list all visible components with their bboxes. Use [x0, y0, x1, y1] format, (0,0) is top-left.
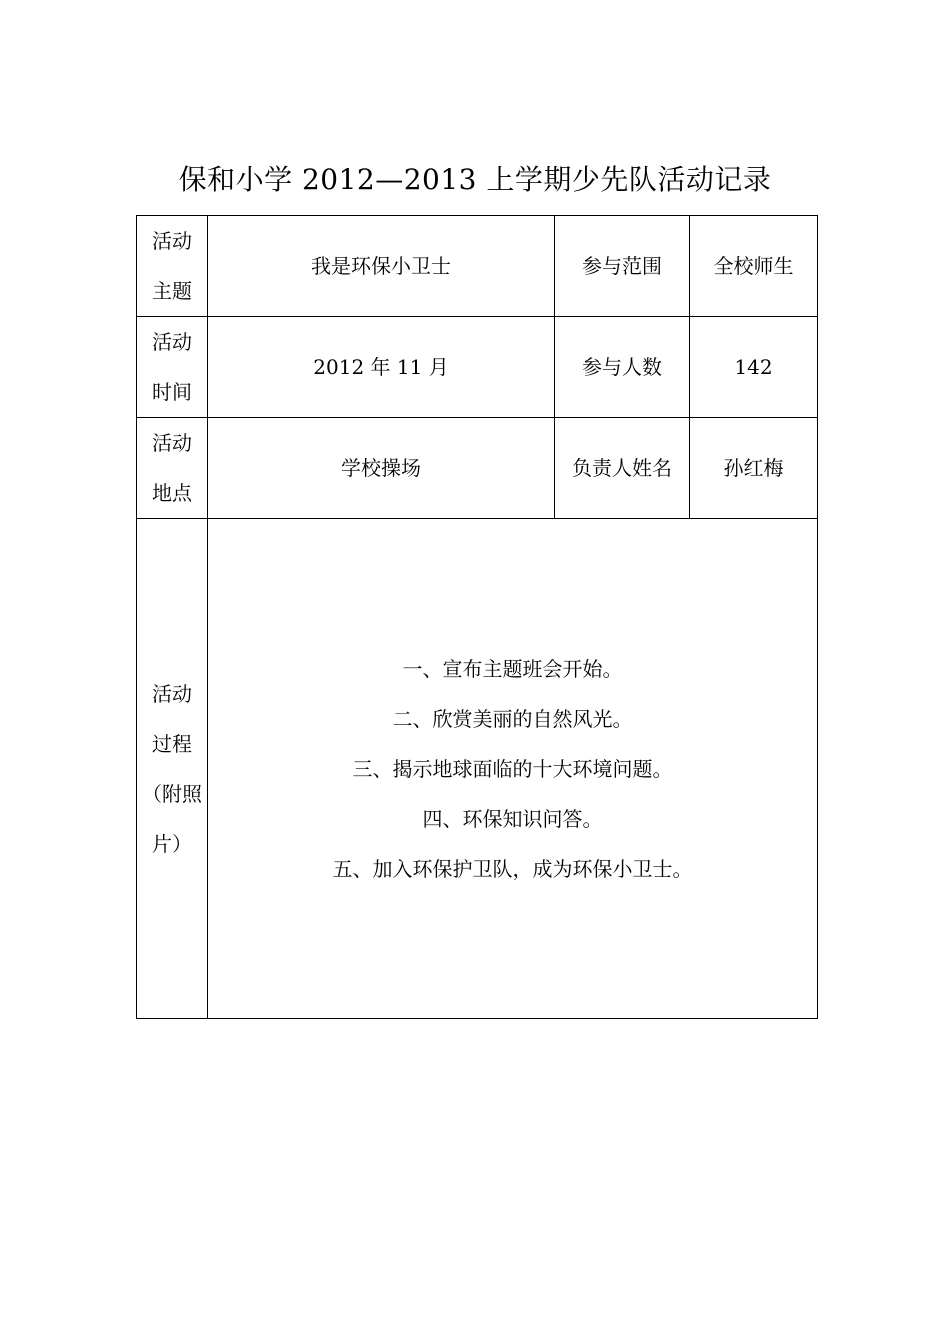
label-line: 过程 [152, 731, 192, 756]
process-step: 五、加入环保护卫队，成为环保小卫士。 [332, 856, 693, 881]
label-activity-process [137, 519, 208, 1019]
label-activity-place [137, 418, 208, 519]
label-participation-scope: 参与范围 [555, 216, 690, 317]
label-person-in-charge: 负责人姓名 [555, 418, 690, 519]
row-theme [137, 216, 818, 317]
label-line: 主题 [152, 279, 192, 303]
process-step: 二、欣赏美丽的自然风光。 [392, 706, 633, 731]
value-person-in-charge: 孙红梅 [690, 418, 818, 519]
value-activity-place: 学校操场 [208, 418, 555, 519]
page-title: 保和小学 2012—2013 上学期少先队活动记录 [178, 163, 772, 196]
label-line: 时间 [152, 380, 192, 404]
label-activity-time [137, 317, 208, 418]
value-participant-count: 142 [690, 317, 818, 418]
row-time [137, 317, 818, 418]
row-process [137, 519, 818, 1019]
label-line: 片） [152, 831, 192, 856]
label-line: （附照 [142, 781, 202, 806]
label-line: 活动 [152, 431, 192, 455]
label-line: 活动 [152, 681, 192, 706]
process-step: 一、宣布主题班会开始。 [402, 656, 623, 681]
row-place [137, 418, 818, 519]
label-participant-count: 参与人数 [555, 317, 690, 418]
label-line: 活动 [152, 330, 192, 354]
label-activity-theme [137, 216, 208, 317]
label-line: 活动 [152, 229, 192, 253]
value-activity-time: 2012 年 11 月 [208, 317, 555, 418]
activity-record-table [136, 215, 818, 1019]
label-line: 地点 [152, 481, 192, 505]
activity-process-content [208, 519, 818, 1019]
value-participation-scope: 全校师生 [690, 216, 818, 317]
process-step: 三、揭示地球面临的十大环境问题。 [352, 756, 673, 781]
value-activity-theme: 我是环保小卫士 [208, 216, 555, 317]
process-step: 四、环保知识问答。 [422, 806, 603, 831]
